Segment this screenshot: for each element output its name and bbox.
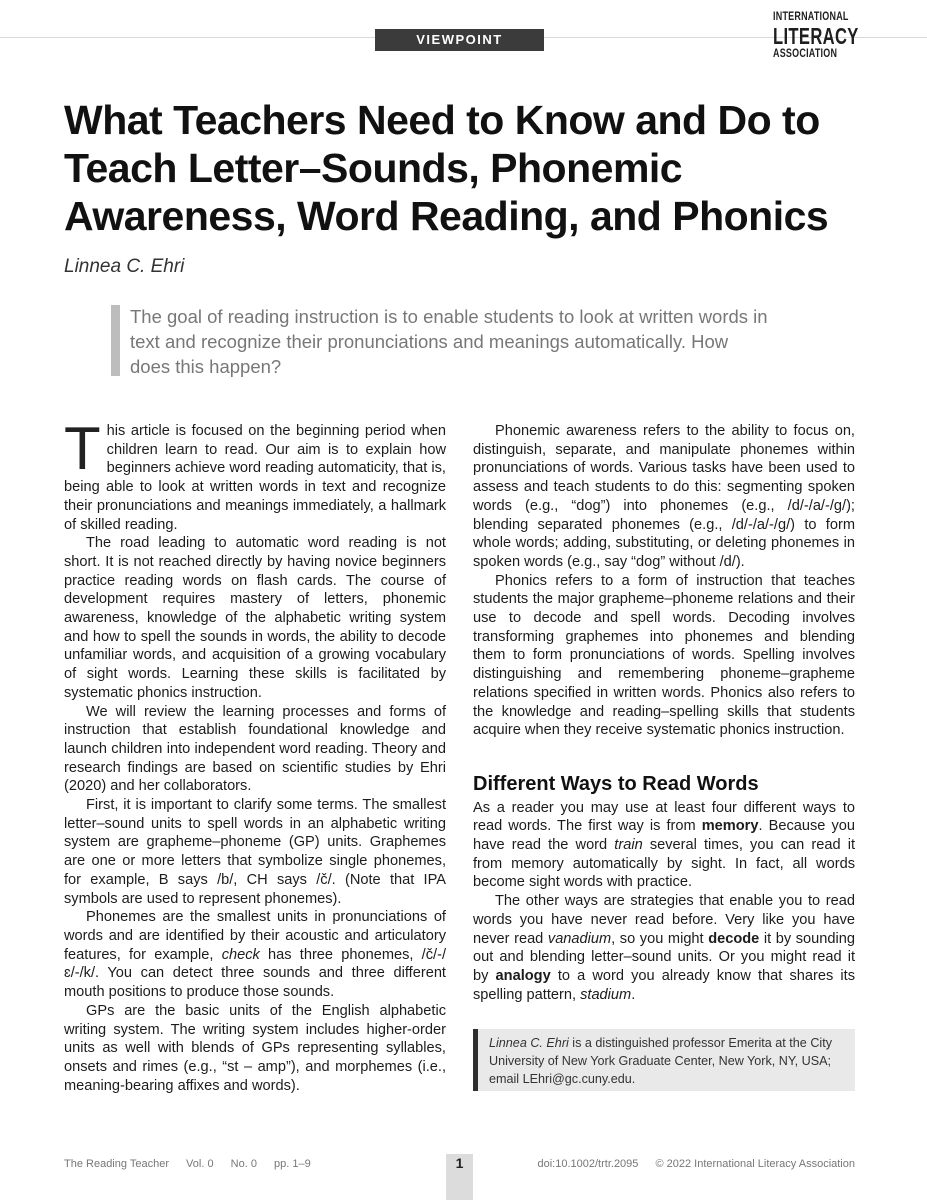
emphasis: train: [614, 837, 643, 854]
paragraph: We will review the learning processes and forms of instruction that establish foundational knowledge and launch children into independent word reading. Theory and research findings are based on scientific studies by Ehri (2020) and her collaborators.: [64, 703, 446, 795]
footer-doi: doi:10.1002/trtr.2095: [537, 1158, 639, 1170]
paragraph: GPs are the basic units of the English alphabetic writing system. The writing system includes higher-order units as well with blends of GPs representing syllables, onsets and rimes (e.g., “st – amp”), and morphemes (i.e., meaning-bearing affixes and words).: [64, 1002, 446, 1094]
paragraph-intro: [64, 415, 446, 534]
text-run: .: [631, 986, 636, 1003]
logo-line-1: INTERNATIONAL: [773, 11, 849, 23]
text-run: has three phonemes, /č/-/ɛ/-/k/. You can detect three sounds and three different mouth positions to produce those sounds.: [64, 946, 446, 1001]
text-run: Phonemes are the smallest units in pronunciations of words and are identified by their acoustic and articulatory features, for example,: [64, 909, 446, 963]
page-number: 1: [455, 1155, 464, 1171]
emphasis: vanadium: [547, 930, 612, 947]
footer-citation: [64, 1158, 325, 1170]
emphasis: stadium: [580, 986, 632, 1003]
footer-copyright: © 2022 International Literacy Association: [655, 1158, 855, 1170]
pull-quote: The goal of reading instruction is to enable students to look at written words in text and recognize their pronunciations and meanings automatically. How does this happen?: [130, 306, 768, 377]
emphasis: check: [221, 946, 260, 963]
paragraph: [473, 892, 855, 1004]
footer-pages: pp. 1–9: [274, 1158, 311, 1170]
section-badge: VIEWPOINT: [375, 29, 544, 51]
drop-cap: T: [64, 415, 101, 482]
paragraph: Phonemic awareness refers to the ability to focus on, distinguish, separate, and manipulate phonemes within pronunciations of words. Various tasks have been used to assess and teach students to do this: segmenting spoken words (e.g., “dog”) into phonemes (e.g., /d/-/a/-/g/); blending separated phonemes (e.g., /d/-/a/-/g/) to form whole words; adding, substituting, or deleting phonemes in spoken words (e.g., say “dog” without /d/).: [473, 423, 855, 570]
paragraph: The road leading to automatic word reading is not short. It is not reached directly by having novice beginners practice reading words on flash cards. The course of development requires mastery of letters, phonemic awareness, knowledge of the alphabetic writing system and how to spell the sounds in words, the ability to decode unfamiliar words, and acquisition of a growing vocabulary of sight words. Learning these skills is facilitated by systematic phonics instruction.: [64, 535, 446, 701]
author-bio-box: [473, 1029, 855, 1091]
footer-meta: [524, 1158, 856, 1170]
footer-journal: The Reading Teacher: [64, 1158, 169, 1170]
left-column: [64, 415, 446, 1095]
pull-quote-bar: [111, 305, 120, 376]
bio-text: is a distinguished professor Emerita at the City University of New York Graduate Center, New York, NY, USA; email LEhri@gc.cuny.edu.: [489, 1036, 833, 1086]
bold-term: decode: [708, 930, 760, 947]
text-run: , so you might: [611, 930, 709, 947]
paragraph-intro-text: his article is focused on the beginning period when children learn to read. Our aim is to explain how beginners achieve word reading automaticity, that is, being able to look at written words in text and recognize their pronunciations and meanings immediately, a hallmark of skilled reading.: [64, 423, 446, 533]
text-run: As a reader you may use at least four different ways to read words. The first way is from: [473, 799, 855, 835]
logo-line-2: LITERACY: [773, 22, 859, 49]
bold-term: analogy: [495, 967, 551, 984]
paragraph: [473, 799, 855, 893]
right-column: [473, 422, 855, 1004]
article-title: What Teachers Need to Know and Do to Teach Letter–Sounds, Phonemic Awareness, Word Reading, and Phonics: [64, 97, 829, 239]
text-run: it by sounding out and blending letter–sound units. Or you might read it by: [473, 930, 855, 984]
paragraph: First, it is important to clarify some terms. The smallest letter–sound units to spell words in an alphabetic writing system are grapheme–phoneme (GP) units. Graphemes are one or more letters that symbolize single phonemes, for example, B says /b/, CH says /č/. (Note that IPA symbols are used to represent phonemes).: [64, 797, 446, 907]
text-run: The other ways are strategies that enable you to read words you have never read before. Very like you have never read: [473, 893, 855, 947]
bio-author-name: Linnea C. Ehri: [489, 1036, 569, 1050]
bold-term: memory: [701, 818, 759, 835]
paragraph: [64, 908, 446, 1002]
footer-volume: Vol. 0: [186, 1158, 214, 1170]
text-run: . Because you have read the word: [473, 818, 855, 854]
section-heading: Different Ways to Read Words: [473, 772, 759, 795]
paragraph: Phonics refers to a form of instruction that teaches students the major grapheme–phoneme relations and their use to decode and spell words. Decoding involves transforming graphemes into phonemes and blending them to form pronunciations of words. Spelling involves distinguishing and remembering phoneme–grapheme relations specified in written words. Phonics also refers to the knowledge and reading–spelling skills that students acquire when they receive systematic phonics instruction.: [473, 572, 855, 739]
article-author: Linnea C. Ehri: [64, 256, 185, 277]
logo-line-3: ASSOCIATION: [773, 47, 838, 60]
footer-number: No. 0: [230, 1158, 257, 1170]
text-run: several times, you can read it from memory automatically by sight. In fact, all words become sight words with practice.: [473, 837, 855, 891]
text-run: to a word you already know that shares its spelling pattern,: [473, 967, 855, 1003]
publisher-logo: [773, 12, 863, 60]
